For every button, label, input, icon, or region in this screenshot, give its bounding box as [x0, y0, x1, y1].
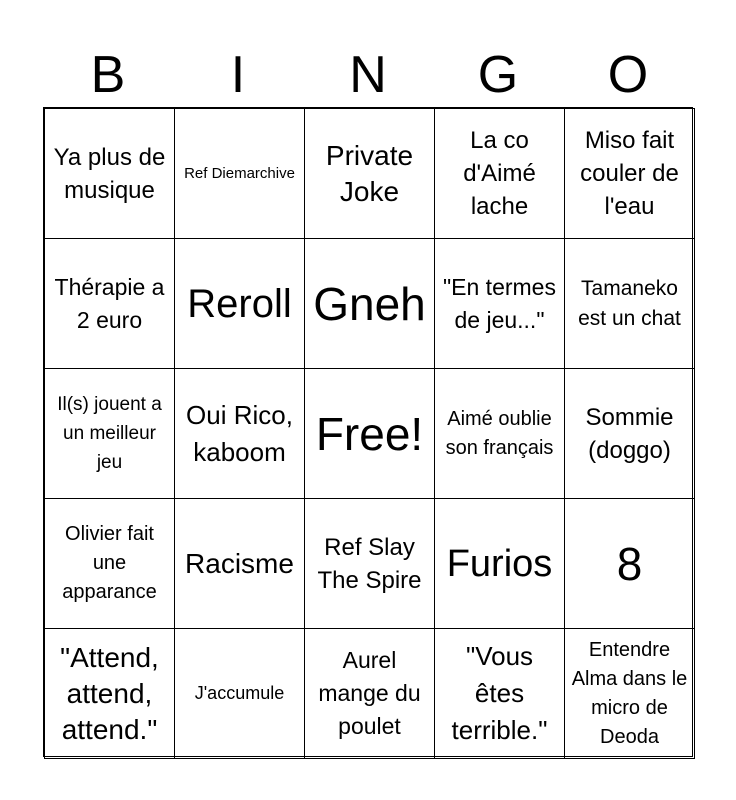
cell-text: "En termes de jeu...": [443, 273, 556, 333]
cell-text: Thérapie a 2 euro: [54, 273, 165, 333]
cell-text: 8: [616, 537, 643, 590]
cell-text: Tamaneko est un chat: [578, 276, 681, 330]
cell-text: Racisme: [185, 547, 294, 579]
bingo-cell[interactable]: [434, 108, 565, 239]
bingo-cell[interactable]: [304, 108, 435, 239]
cell-text: Entendre Alma dans le micro de Deoda: [571, 638, 688, 748]
bingo-cell[interactable]: [564, 628, 695, 759]
bingo-cell[interactable]: [434, 498, 565, 629]
bingo-cell[interactable]: [434, 238, 565, 369]
bingo-cell[interactable]: [564, 368, 695, 499]
bingo-cell[interactable]: [174, 368, 305, 499]
cell-text: Oui Rico, kaboom: [186, 399, 293, 467]
bingo-cell[interactable]: [44, 238, 175, 369]
bingo-cell[interactable]: [174, 498, 305, 629]
bingo-cell[interactable]: [44, 628, 175, 759]
header-letter-i: I: [230, 46, 246, 104]
bingo-cell[interactable]: [174, 238, 305, 369]
free-space-label: Free!: [315, 407, 424, 460]
header-letter-g: G: [477, 46, 519, 104]
bingo-cell[interactable]: [174, 628, 305, 759]
header-letter-o: O: [607, 46, 649, 104]
bingo-cell[interactable]: [564, 238, 695, 369]
cell-text: "Vous êtes terrible.": [451, 641, 548, 745]
cell-text: Reroll: [187, 281, 292, 326]
cell-text: J'accumule: [194, 683, 285, 703]
cell-text: Miso fait couler de l'eau: [580, 127, 679, 220]
bingo-cell[interactable]: [44, 368, 175, 499]
cell-text: Aimé oublie son français: [445, 407, 554, 459]
cell-text: Ref Slay The Spire: [317, 533, 422, 594]
header-letter-b: B: [90, 46, 126, 104]
bingo-cell[interactable]: [304, 238, 435, 369]
bingo-cell[interactable]: [564, 498, 695, 629]
bingo-cell[interactable]: [304, 498, 435, 629]
cell-text: Aurel mange du poulet: [318, 647, 421, 739]
bingo-header: [43, 42, 693, 108]
cell-text: Ref Diemarchive: [184, 165, 295, 182]
bingo-cell[interactable]: [44, 108, 175, 239]
cell-text: La co d'Aimé lache: [463, 127, 536, 220]
cell-text: Olivier fait une apparance: [62, 523, 157, 603]
cell-text: Ya plus de musique: [53, 143, 166, 204]
bingo-cell[interactable]: [44, 498, 175, 629]
bingo-cell[interactable]: [434, 628, 565, 759]
cell-text: Gneh: [313, 277, 426, 330]
bingo-cell[interactable]: [174, 108, 305, 239]
cell-text: "Attend, attend, attend.": [60, 641, 159, 745]
bingo-cell[interactable]: [564, 108, 695, 239]
bingo-cell free-space[interactable]: [304, 368, 435, 499]
cell-text: Sommie (doggo): [585, 403, 674, 464]
bingo-cell[interactable]: [434, 368, 565, 499]
bingo-cell[interactable]: [304, 628, 435, 759]
bingo-card-grid: [43, 107, 693, 757]
header-letter-n: N: [349, 46, 387, 104]
cell-text: Il(s) jouent a un meilleur jeu: [57, 394, 162, 473]
cell-text: Furios: [446, 542, 553, 585]
cell-text: Private Joke: [325, 139, 414, 207]
